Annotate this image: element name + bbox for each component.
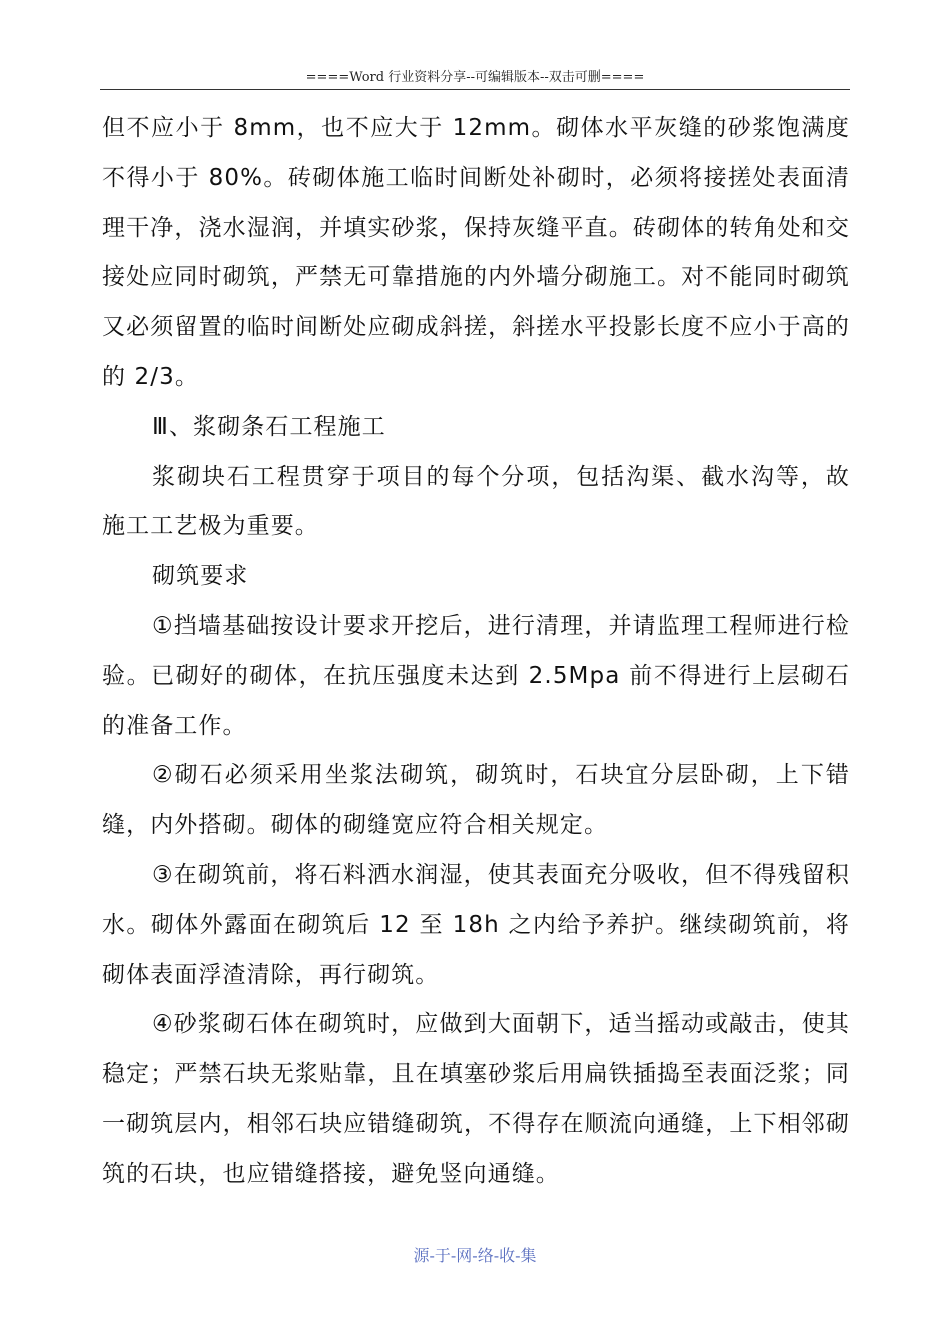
document-body xyxy=(102,104,850,1200)
list-item: ①挡墙基础按设计要求开挖后，进行清理，并请监理工程师进行检验。已砌好的砌体，在抗压强度未达到 2.5Mpa 前不得进行上层砌石的准备工作。 xyxy=(102,612,850,739)
list-item: ②砌石必须采用坐浆法砌筑，砌筑时，石块宜分层卧砌，上下错缝，内外搭砌。砌体的砌缝宽应符合相关规定。 xyxy=(102,762,850,839)
list-item: ④砂浆砌石体在砌筑时，应做到大面朝下，适当摇动或敲击，使其稳定；严禁石块无浆贴靠，且在填塞砂浆后用扁铁插捣至表面泛浆；同一砌筑层内，相邻石块应错缝砌筑，不得存在顺流向通缝，上下相邻砌筑的石块，也应错缝搭接，避免竖向通缝。 xyxy=(102,1011,850,1187)
page-footer: 源-于-网-络-收-集 xyxy=(413,1246,537,1265)
subheading: 砌筑要求 xyxy=(152,563,249,590)
list-item: ③在砌筑前，将石料洒水润湿，使其表面充分吸收，但不得残留积水。砌体外露面在砌筑后 12 至 18h 之内给予养护。继续砌筑前，将砌体表面浮渣清除，再行砌筑。 xyxy=(102,861,850,988)
section-heading: Ⅲ、浆砌条石工程施工 xyxy=(152,413,386,440)
paragraph: 但不应小于 8mm，也不应大于 12mm。砌体水平灰缝的砂浆饱满度不得小于 80%。砖砌体施工临时间断处补砌时，必须将接搓处表面清理干净，浇水湿润，并填实砂浆，保持灰缝平直。砖砌体的转角处和交接处应同时砌筑，严禁无可靠措施的内外墙分砌施工。对不能同时砌筑又必须留置的临时间断处应砌成斜搓，斜搓水平投影长度不应小于高的的 2/3。 xyxy=(102,115,850,390)
header-divider xyxy=(100,89,850,90)
page-header: ====Word 行业资料分享--可编辑版本--双击可删==== xyxy=(305,70,645,85)
paragraph: 浆砌块石工程贯穿于项目的每个分项，包括沟渠、截水沟等，故施工工艺极为重要。 xyxy=(102,463,850,540)
